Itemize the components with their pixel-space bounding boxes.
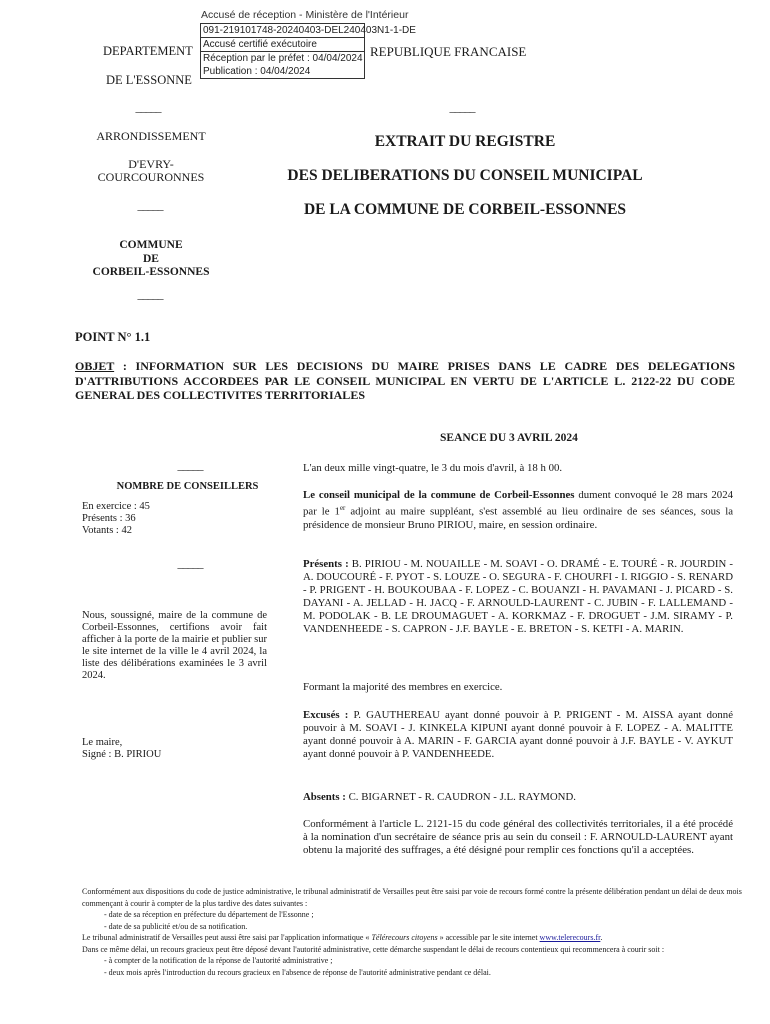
conseil-bold: Le conseil municipal de la commune de Corbeil-Essonnes (303, 489, 575, 501)
divider: _____ (177, 458, 203, 472)
footer-p2-c: . (600, 933, 603, 942)
exercice-count: En exercice : 45 (82, 501, 150, 512)
footer-p2-a: Le tribunal administratif de Versailles peut aussi être saisi par l'application informatique « (82, 933, 372, 942)
divider: _____ (137, 198, 163, 212)
presents-paragraph (303, 558, 733, 636)
footer-p2 (82, 932, 742, 944)
absents-label: Absents : (303, 791, 346, 803)
footer-bullet2: - date de sa publicité et/ou de sa notification. (104, 921, 248, 931)
stamp-reception: Réception par le préfet : 04/04/2024 (203, 53, 363, 64)
divider: _____ (137, 287, 163, 301)
evry-line1: D'EVRY- (128, 157, 174, 171)
conseil-paragraph (303, 489, 733, 532)
legal-footer (82, 886, 742, 978)
departement-label: DEPARTEMENT (103, 44, 193, 58)
commune-block (82, 239, 220, 280)
stamp-publication: Publication : 04/04/2024 (203, 66, 311, 77)
stamp-reference: 091-219101748-20240403-DEL240403N1-1-DE (203, 25, 416, 36)
footer-p2-b: » accessible par le site internet (437, 933, 540, 942)
divider: _____ (177, 556, 203, 570)
commune-line1: COMMUNE (119, 239, 183, 251)
signature-block (82, 737, 267, 761)
objet-paragraph (75, 359, 735, 403)
footer-bullet4: - deux mois après l'introduction du recours gracieux en l'absence de réponse de l'autorité administrative pendant ce délai. (104, 967, 491, 977)
reception-stamp (200, 23, 416, 79)
republique-label: REPUBLIQUE FRANCAISE (370, 44, 527, 59)
footer-bullet1: - date de sa réception en préfecture du département de l'Essonne ; (104, 910, 314, 919)
signe-label: Signé : B. PIRIOU (82, 749, 162, 760)
commune-line2: DE (143, 252, 159, 265)
excuses-label: Excusés : (303, 709, 349, 721)
excuses-paragraph (303, 709, 733, 761)
absents-paragraph (303, 791, 733, 804)
certification-text: Nous, soussigné, maire de la commune de Corbeil-Essonnes, certifions avoir fait afficher à la porte de la mairie et publier sur le site internet de la ville le 4 avril 2024, la liste des délibérations examinées le 3 avril 2024. (82, 610, 267, 681)
objet-label: OBJET (75, 359, 115, 373)
seance-date: SEANCE DU 3 AVRIL 2024 (440, 432, 578, 444)
presents-count: Présents : 36 (82, 513, 136, 524)
conseil-text1: dument convoqué le 28 mars 2024 par le 1 (303, 489, 733, 518)
footer-p1: Conformément aux dispositions du code de justice administrative, le tribunal administratif de Versailles peut être saisi par voie de recours formé contre la présente délibération pendant un délai de deux mois commençant à courir à compter de la plus tardive des dates suivantes : (82, 887, 742, 908)
secretaire-paragraph: Conformément à l'article L. 2121-15 du code général des collectivités territoriales, il a été procédé à la nomination d'un secrétaire de séance pris au sein du conseil : F. ARNOULD-LAURENT ayant obtenu la majorité des suffrages, a été désigné pour remplir ces fonctions qu'il a acceptées. (303, 818, 733, 856)
majorite-text: Formant la majorité des membres en exercice. (303, 681, 503, 693)
stamp-executoire: Accusé certifié exécutoire (201, 38, 364, 52)
commune-line3: CORBEIL-ESSONNES (92, 266, 210, 278)
point-number: POINT N° 1.1 (75, 330, 151, 344)
excuses-text: P. GAUTHEREAU ayant donné pouvoir à P. PRIGENT - M. AISSA ayant donné pouvoir à M. SOAVI - J. KINKELA KIPUNI ayant donné pouvoir à F. LOPEZ - A. MALITTE ayant donné pouvoir à A. MARIN - F. GARCIA ayant donné pouvoir à J.F. BAYLE - V. AYKUT ayant donné pouvoir à P. VANDENHEEDE. (303, 709, 733, 760)
footer-bullet3: - à compter de la notification de la réponse de l'autorité administrative ; (104, 956, 333, 965)
footer-p2-italic: Télérecours citoyens (371, 933, 438, 942)
conseillers-counts (82, 501, 267, 537)
arrondissement-label: ARRONDISSEMENT (96, 129, 206, 143)
essonne-label: DE L'ESSONNE (106, 73, 192, 87)
footer-p3: Dans ce même délai, un recours gracieux peut être déposé devant l'autorité administrative, cette démarche suspendant le délai de recours contentieux qui recommencera à courir soit : (82, 944, 665, 954)
presents-text: B. PIRIOU - M. NOUAILLE - M. SOAVI - O. DRAMÉ - E. TOURÉ - R. JOURDIN - A. DOUCOURÉ - F. PYOT - S. LOUZE - O. SEGURA - F. CHOURFI - I. RIGGIO - S. RENARD - P. PRIGENT - H. BOUKOUBAA - F. LOPEZ - C. BOUANZI - H. PAVAMANI - J. PICARD - S. DAYANI - A. JELLAD - H. JACQ - F. ARNOULD-LAURENT - C. JUBIN - F. LALLEMAND - M. PODOLAK - B. LE DROUMAGUET - A. KORKMAZ - F. DROGUET - J.M. SIRAMY - P. VANDENHEEDE - S. CAPRON - J.F. BAYLE - E. BRETON - S. KETFI - A. MARIN. (303, 558, 733, 635)
conseillers-title: NOMBRE DE CONSEILLERS (116, 481, 259, 492)
title-line3: DE LA COMMUNE DE CORBEIL-ESSONNES (303, 201, 627, 218)
presents-label: Présents : (303, 558, 349, 570)
objet-text: : INFORMATION SUR LES DECISIONS DU MAIRE PRISES DANS LE CADRE DES DELEGATIONS D'ATTRIBUTIONS ACCORDEES PAR LE CONSEIL MUNICIPAL EN VERTU DE L'ARTICLE L. 2122-22 DU CODE GENERAL DES COLLECTIVITES TERRITORIALES (75, 359, 735, 402)
stamp-heading: Accusé de réception - Ministère de l'Intérieur (201, 9, 409, 21)
title-line2: DES DELIBERATIONS DU CONSEIL MUNICIPAL (287, 167, 643, 184)
telerecours-link[interactable]: www.telerecours.fr (539, 933, 601, 942)
conseil-text2: adjoint au maire suppléant, s'est assemblé au lieu ordinaire de ses séances, sous la présidence de monsieur Bruno PIRIOU, maire, en session ordinaire. (303, 505, 733, 531)
conseil-sup: er (339, 504, 346, 512)
absents-text: C. BIGARNET - R. CAUDRON - J.L. RAYMOND. (345, 791, 576, 803)
maire-label: Le maire, (82, 737, 123, 748)
votants-count: Votants : 42 (82, 525, 132, 536)
divider: _____ (449, 100, 475, 114)
intro-text: L'an deux mille vingt-quatre, le 3 du mois d'avril, à 18 h 00. (303, 462, 563, 474)
divider: _____ (135, 100, 161, 114)
evry-line2: COURCOURONNES (97, 170, 205, 184)
evry-label (82, 158, 220, 184)
title-line1: EXTRAIT DU REGISTRE (374, 133, 556, 150)
